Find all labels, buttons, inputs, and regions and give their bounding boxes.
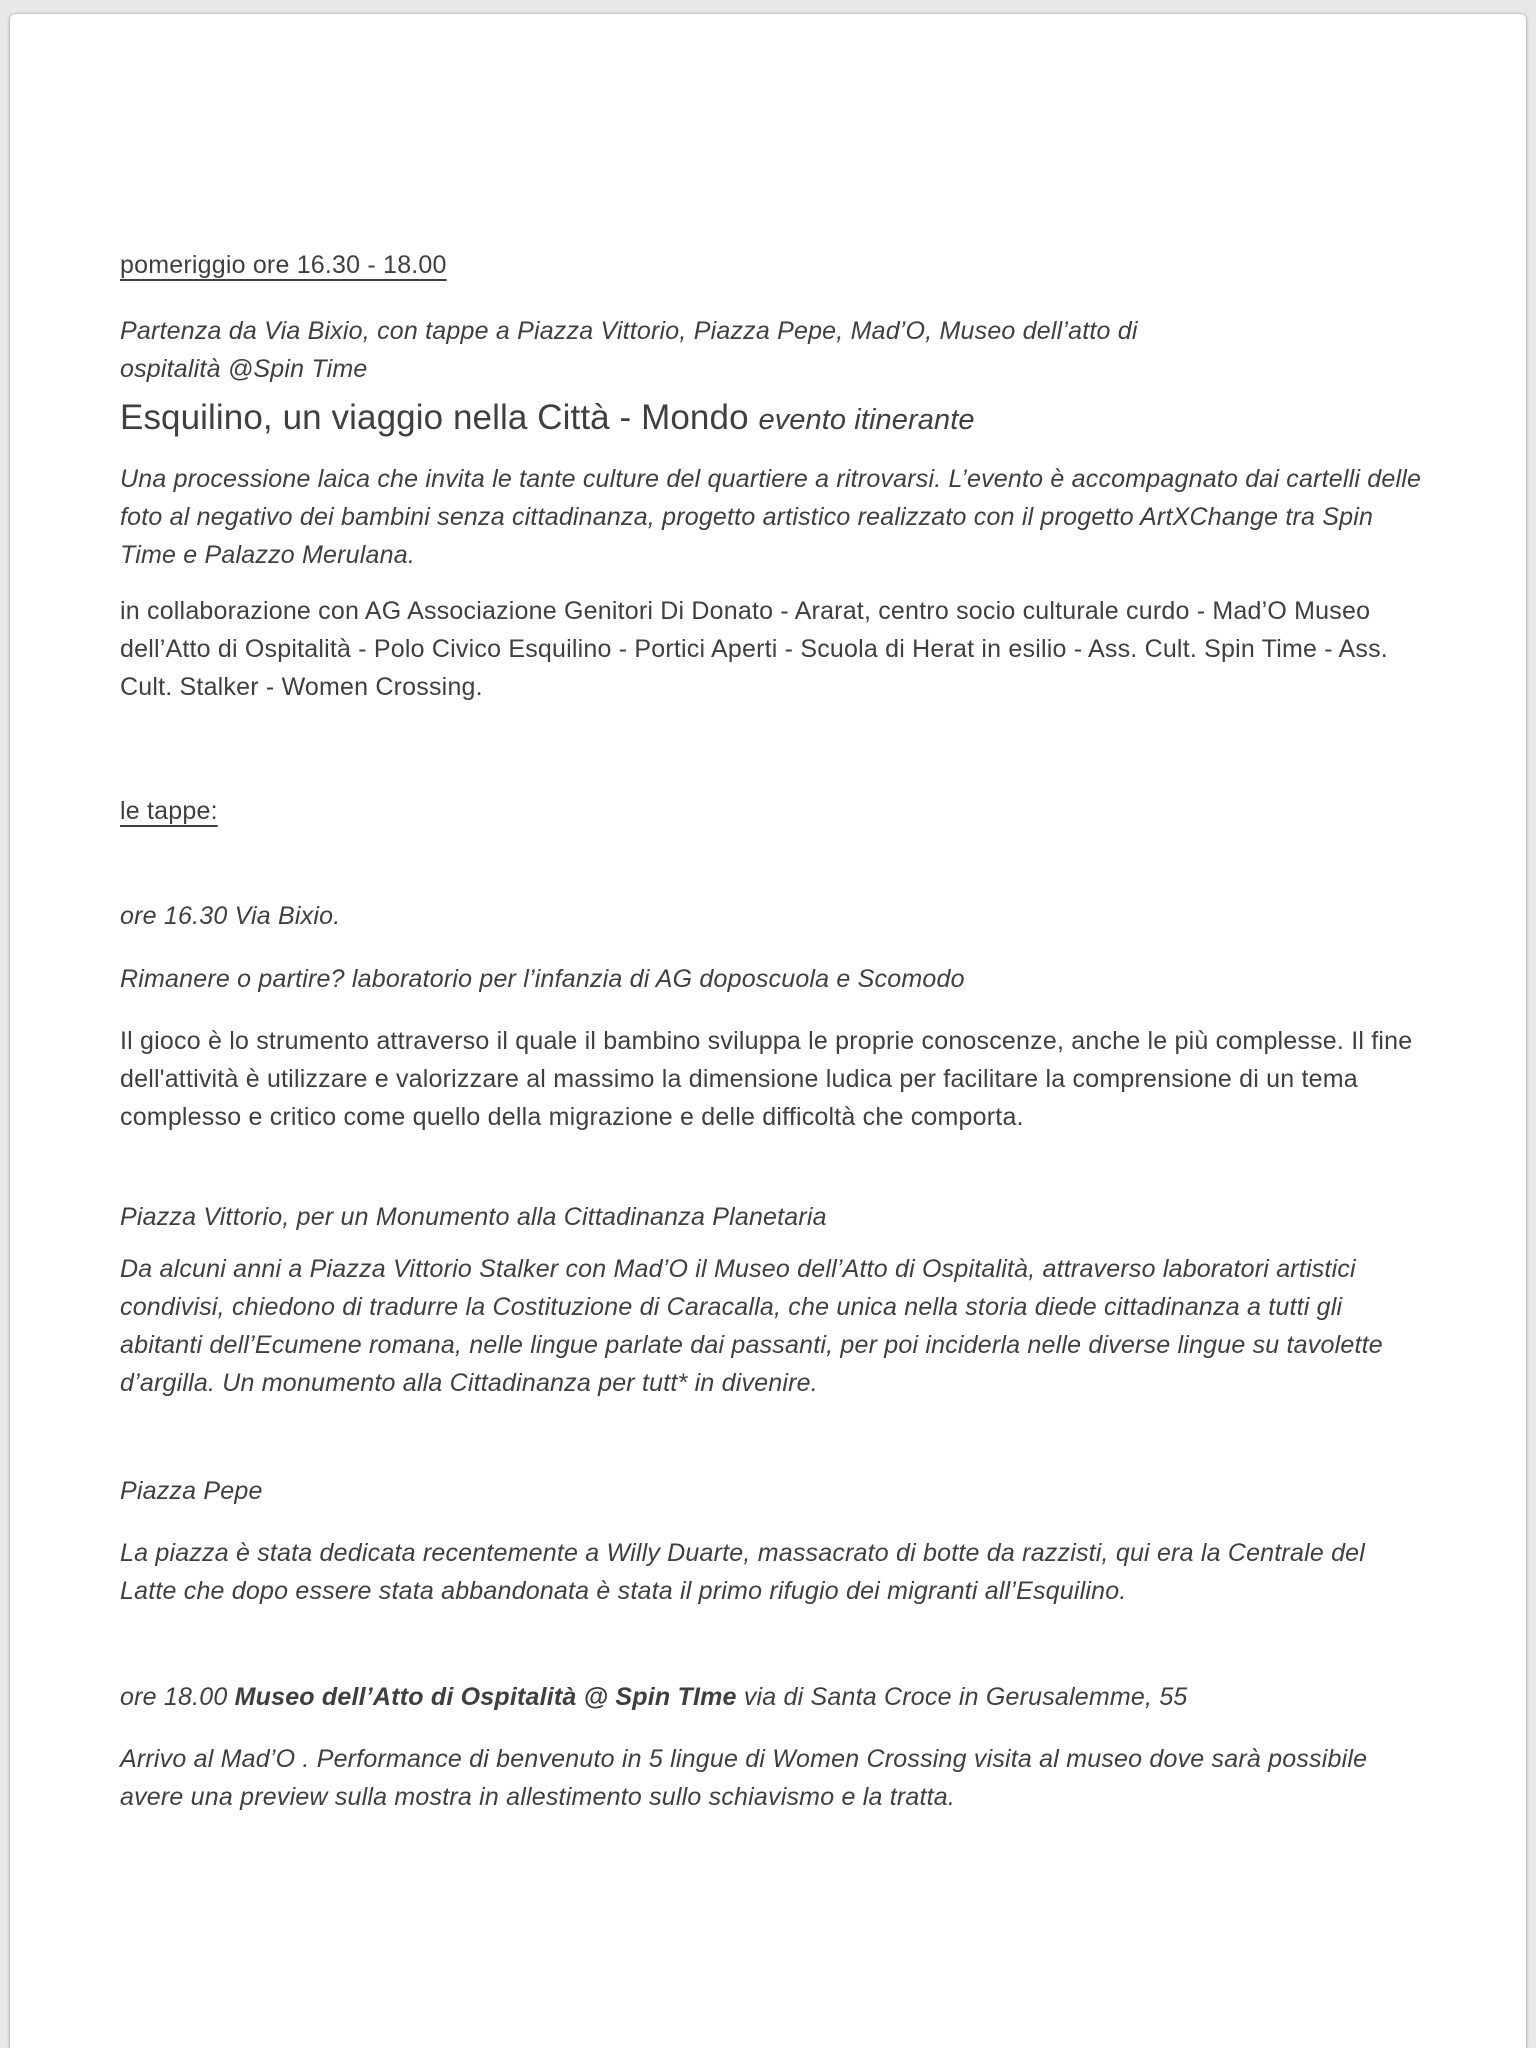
- stop-piazza-pepe: [120, 1472, 1426, 1610]
- stop-4-address: via di Santa Croce in Gerusalemme, 55: [743, 1683, 1188, 1711]
- stop-via-bixio: [120, 897, 1426, 1136]
- stop-1-title: Rimanere o partire? laboratorio per l’infanzia di AG doposcuola e Scomodo: [120, 965, 965, 993]
- route-intro: Partenza da Via Bixio, con tappe a Piazza Vittorio, Piazza Pepe, Mad’O, Museo dell’atto di ospitalità @Spin Time: [120, 317, 1138, 383]
- stop-3-title: Piazza Pepe: [120, 1477, 263, 1505]
- stop-1-body: Il gioco è lo strumento attraverso il quale il bambino sviluppa le proprie conoscenze, anche le più complesse. Il fine dell'attività è utilizzare e valorizzare al massimo la dimensione ludica per facilitare la comprensione di un tema complesso e critico come quello della migrazione e delle difficoltà che comporta.: [120, 1027, 1413, 1131]
- event-description: Una processione laica che invita le tante culture del quartiere a ritrovarsi. L’evento è accompagnato dai cartelli delle foto al negativo dei bambini senza cittadinanza, progetto artistico realizzato con il progetto ArtXChange tra Spin Time e Palazzo Merulana.: [120, 465, 1422, 569]
- stop-4-time-prefix: ore 18.00: [120, 1683, 235, 1711]
- event-title-text: Esquilino, un viaggio nella Città - Mondo: [120, 398, 749, 437]
- stop-2-title: Piazza Vittorio, per un Monumento alla Cittadinanza Planetaria: [120, 1203, 827, 1231]
- stop-museo-spin-time: [120, 1678, 1426, 1816]
- event-title: [120, 395, 1426, 443]
- stop-4-heading: [120, 1678, 1426, 1716]
- schedule-heading: pomeriggio ore 16.30 - 18.00: [120, 251, 447, 279]
- stop-3-body: La piazza è stata dedicata recentemente a Willy Duarte, massacrato di botte da razzisti, qui era la Centrale del Latte che dopo essere stata abbandonata è stata il primo rifugio dei migranti all’Esquilino.: [120, 1539, 1366, 1605]
- stops-heading: le tappe:: [120, 797, 218, 825]
- stop-piazza-vittorio: [120, 1198, 1426, 1402]
- collaboration-note: in collaborazione con AG Associazione Genitori Di Donato - Ararat, centro socio culturale curdo - Mad’O Museo dell’Atto di Ospitalità - Polo Civico Esquilino - Portici Aperti - Scuola di Herat in esilio - Ass. Cult. Spin Time - Ass. Cult. Stalker - Women Crossing.: [120, 597, 1388, 701]
- event-title-suffix: evento itinerante: [758, 404, 975, 436]
- stop-2-body: Da alcuni anni a Piazza Vittorio Stalker con Mad’O il Museo dell’Atto di Ospitalità, attraverso laboratori artistici condivisi, chiedono di tradurre la Costituzione di Caracalla, che unica nella storia diede cittadinanza a tutti gli abitanti dell’Ecumene romana, nelle lingue parlate dai passanti, per poi inciderla nelle diverse lingue su tavolette d’argilla. Un monumento alla Cittadinanza per tutt* in divenire.: [120, 1255, 1383, 1397]
- stop-1-time: ore 16.30 Via Bixio.: [120, 902, 341, 930]
- stop-4-body: Arrivo al Mad’O . Performance di benvenuto in 5 lingue di Women Crossing visita al museo dove sarà possibile avere una preview sulla mostra in allestimento sullo schiavismo e la tratta.: [120, 1745, 1368, 1811]
- stop-4-venue: Museo dell’Atto di Ospitalità @ Spin TIme: [234, 1683, 744, 1711]
- document-page: [10, 14, 1526, 2048]
